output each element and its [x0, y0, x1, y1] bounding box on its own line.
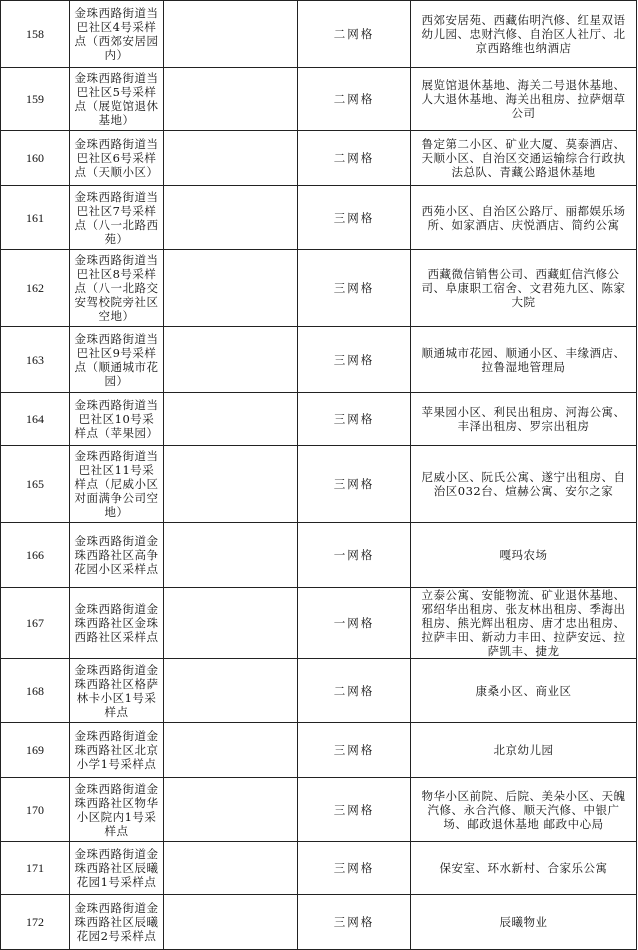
table-row: [1, 131, 637, 186]
row-number: 163: [1, 327, 70, 393]
row-number: 164: [1, 393, 70, 446]
sampling-site: 金珠西路街道当巴社区9号采样点（顺通城市花园）: [70, 327, 164, 393]
grid-zone: 二网格: [298, 131, 411, 186]
empty-cell: [164, 327, 298, 393]
coverage-area: 展览馆退休基地、海关二号退休基地、人大退休基地、海关出租房、拉萨烟草公司: [411, 68, 637, 131]
grid-zone: 一网格: [298, 523, 411, 588]
row-number: 158: [1, 1, 70, 68]
row-number: 170: [1, 778, 70, 842]
coverage-area: 嘎玛农场: [411, 523, 637, 588]
row-number: 171: [1, 842, 70, 895]
sampling-site: 金珠西路街道金珠西路社区辰曦花园2号采样点: [70, 895, 164, 950]
empty-cell: [164, 895, 298, 950]
table-row: [1, 1, 637, 68]
row-number: 167: [1, 588, 70, 659]
table-row: [1, 250, 637, 327]
row-number: 165: [1, 446, 70, 523]
table-row: [1, 327, 637, 393]
table-row: [1, 186, 637, 250]
grid-zone: 三网格: [298, 895, 411, 950]
row-number: 162: [1, 250, 70, 327]
grid-zone: 三网格: [298, 250, 411, 327]
row-number: 172: [1, 895, 70, 950]
row-number: 168: [1, 659, 70, 723]
sampling-site: 金珠西路街道当巴社区4号采样点（西郊安居园内）: [70, 1, 164, 68]
empty-cell: [164, 68, 298, 131]
sampling-site: 金珠西路街道金珠西路社区物华小区院内1号采样点: [70, 778, 164, 842]
coverage-area: 西苑小区、自治区公路厅、丽都娱乐场所、如家酒店、庆悦酒店、简约公寓: [411, 186, 637, 250]
table-row: [1, 723, 637, 778]
coverage-area: 康桑小区、商业区: [411, 659, 637, 723]
row-number: 169: [1, 723, 70, 778]
sampling-site: 金珠西路街道金珠西路社区高争花园小区采样点: [70, 523, 164, 588]
grid-zone: 三网格: [298, 723, 411, 778]
grid-zone: 三网格: [298, 778, 411, 842]
grid-zone: 三网格: [298, 186, 411, 250]
grid-zone: 一网格: [298, 588, 411, 659]
coverage-area: 顺通城市花园、顺通小区、丰缘酒店、拉鲁湿地管理局: [411, 327, 637, 393]
grid-zone: 二网格: [298, 659, 411, 723]
grid-zone: 三网格: [298, 446, 411, 523]
sampling-site: 金珠西路街道金珠西路社区北京小学1号采样点: [70, 723, 164, 778]
table-row: [1, 778, 637, 842]
grid-zone: 二网格: [298, 68, 411, 131]
empty-cell: [164, 523, 298, 588]
sampling-site: 金珠西路街道当巴社区8号采样点（八一北路交安驾校院旁社区空地）: [70, 250, 164, 327]
sampling-site: 金珠西路街道当巴社区5号采样点（展览馆退休基地）: [70, 68, 164, 131]
grid-zone: 三网格: [298, 393, 411, 446]
sampling-site: 金珠西路街道金珠西路社区辰曦花园1号采样点: [70, 842, 164, 895]
table-body: [1, 1, 637, 950]
coverage-area: 立泰公寓、安能物流、矿业退休基地、邪绍华出租房、张友林出租房、季海出租房、熊光辉出租房、唐才忠出租房、拉萨丰田、新动力丰田、拉萨安远、拉萨凯丰、捷龙: [411, 588, 637, 659]
coverage-area: 辰曦物业: [411, 895, 637, 950]
table-row: [1, 446, 637, 523]
coverage-area: 物华小区前院、后院、美朵小区、天魄汽修、永合汽修、顺天汽修、中银广场、邮政退休基地 邮政中心局: [411, 778, 637, 842]
row-number: 159: [1, 68, 70, 131]
grid-zone: 二网格: [298, 1, 411, 68]
table-row: [1, 523, 637, 588]
grid-zone: 三网格: [298, 327, 411, 393]
coverage-area: 保安室、环水新村、合家乐公寓: [411, 842, 637, 895]
sampling-site: 金珠西路街道金珠西路社区金珠西路社区采样点: [70, 588, 164, 659]
table-row: [1, 659, 637, 723]
row-number: 160: [1, 131, 70, 186]
table-row: [1, 842, 637, 895]
empty-cell: [164, 842, 298, 895]
table-row: [1, 393, 637, 446]
coverage-area: 北京幼儿园: [411, 723, 637, 778]
table-row: [1, 68, 637, 131]
empty-cell: [164, 131, 298, 186]
coverage-area: 尼威小区、阮氏公寓、遂宁出租房、自治区032台、煊赫公寓、安尔之家: [411, 446, 637, 523]
empty-cell: [164, 393, 298, 446]
sampling-site: 金珠西路街道当巴社区6号采样点（天顺小区）: [70, 131, 164, 186]
grid-zone: 三网格: [298, 842, 411, 895]
sampling-site: 金珠西路街道当巴社区11号采样点（尼威小区对面满争公司空地）: [70, 446, 164, 523]
empty-cell: [164, 250, 298, 327]
coverage-area: 苹果园小区、利民出租房、河海公寓、丰泽出租房、罗宗出租房: [411, 393, 637, 446]
row-number: 166: [1, 523, 70, 588]
empty-cell: [164, 186, 298, 250]
table-row: [1, 895, 637, 950]
table-row: [1, 588, 637, 659]
empty-cell: [164, 723, 298, 778]
sampling-site: 金珠西路街道当巴社区7号采样点（八一北路西苑）: [70, 186, 164, 250]
coverage-area: 西郊安居苑、西藏佑明汽修、红星双语幼儿园、忠财汽修、自治区人社厅、北京西路维也纳酒店: [411, 1, 637, 68]
empty-cell: [164, 446, 298, 523]
sampling-site: 金珠西路街道当巴社区10号采样点（苹果园）: [70, 393, 164, 446]
sampling-site: 金珠西路街道金珠西路社区格萨林卡小区1号采样点: [70, 659, 164, 723]
row-number: 161: [1, 186, 70, 250]
empty-cell: [164, 778, 298, 842]
empty-cell: [164, 1, 298, 68]
empty-cell: [164, 588, 298, 659]
coverage-area: 西藏微信销售公司、西藏虹信汽修公司、阜康职工宿舍、文君苑九区、陈家大院: [411, 250, 637, 327]
empty-cell: [164, 659, 298, 723]
coverage-area: 鲁定第二小区、矿业大厦、莫泰酒店、天顺小区、自治区交通运输综合行政执法总队、青藏公路退休基地: [411, 131, 637, 186]
